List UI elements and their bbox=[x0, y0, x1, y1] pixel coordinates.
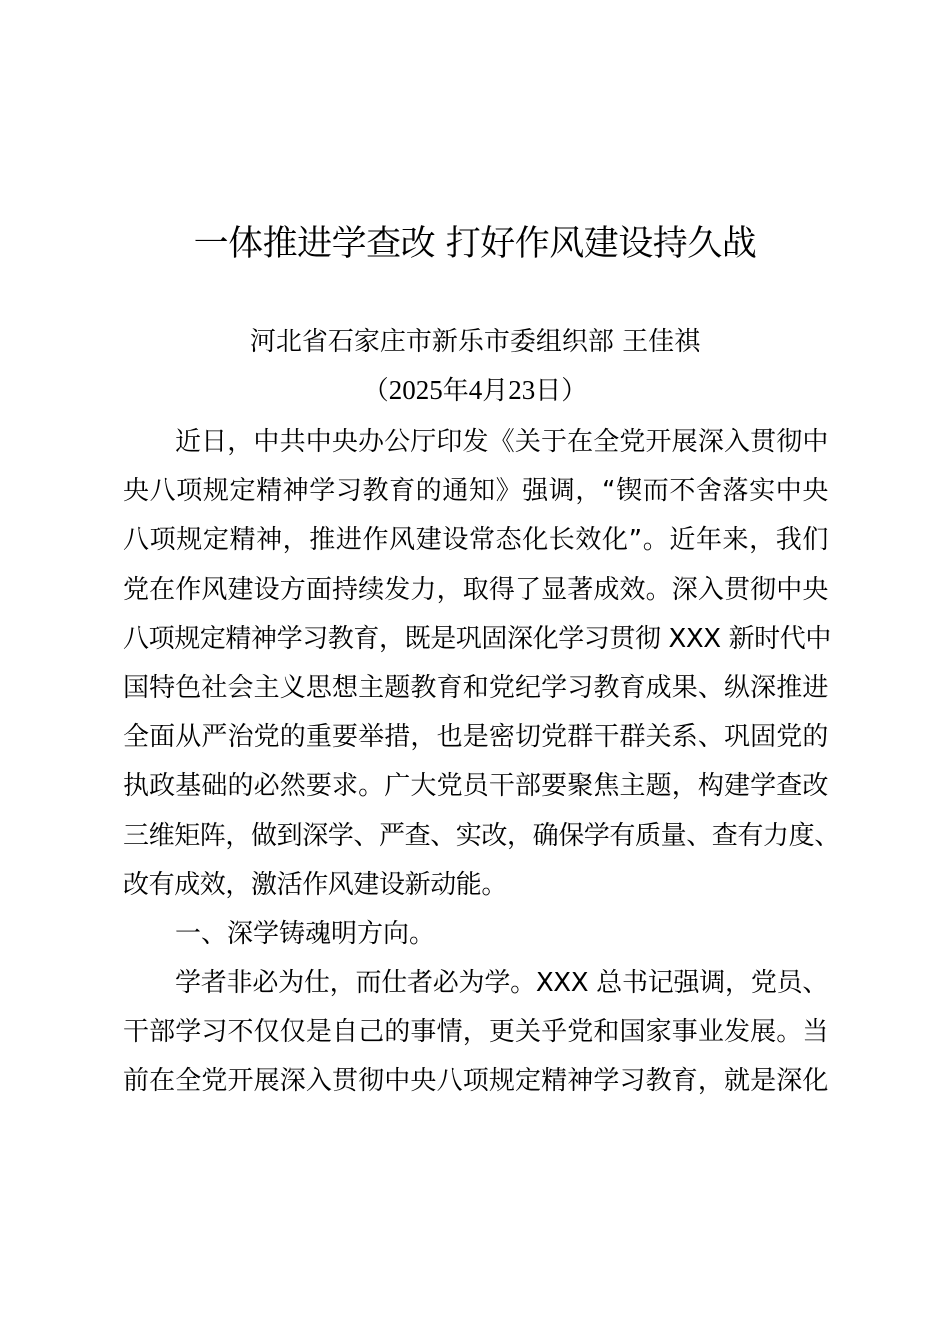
paragraph-section1 bbox=[123, 959, 828, 1107]
paragraph-line: 三维矩阵，做到深学、严查、实改，确保学有质量、查有力度、 bbox=[123, 820, 840, 851]
document-author: 河北省石家庄市新乐市委组织部 王佳祺 bbox=[249, 327, 701, 357]
section-heading: 一、深学铸魂明方向。 bbox=[175, 918, 436, 949]
date-month: 4 bbox=[468, 375, 483, 405]
paragraph-line: 全面从严治党的重要举措，也是密切党群干群关系、巩固党的 bbox=[123, 722, 828, 753]
paragraph-line: 学者非必为仕，而仕者必为学。XXX 总书记强调，党员、 bbox=[175, 968, 828, 999]
paragraph-line: 央八项规定精神学习教育的通知》强调，“锲而不舍落实中央 bbox=[123, 476, 828, 507]
date-year-unit: 年 bbox=[442, 376, 469, 406]
paragraph-line: 八项规定精神，推进作风建设常态化长效化”。近年来，我们 bbox=[123, 525, 828, 556]
paragraph-line: 前在全党开展深入贯彻中央八项规定精神学习教育，就是深化 bbox=[123, 1066, 828, 1097]
date-open-paren: （ bbox=[362, 376, 389, 406]
paragraph-line: 执政基础的必然要求。广大党员干部要聚焦主题，构建学查改 bbox=[123, 771, 828, 802]
document-body bbox=[123, 418, 840, 1107]
date-year: 2025 bbox=[388, 375, 443, 405]
paragraph-line: 国特色社会主义思想主题教育和党纪学习教育成果、纵深推进 bbox=[123, 672, 828, 703]
paragraph-intro bbox=[123, 418, 840, 910]
paragraph-line: 近日，中共中央办公厅印发《关于在全党开展深入贯彻中 bbox=[175, 427, 828, 457]
date-day: 23 bbox=[508, 375, 536, 405]
paragraph-line: 改有成效，激活作风建设新动能。 bbox=[123, 869, 508, 900]
date-day-unit: 日 bbox=[535, 376, 562, 406]
date-month-unit: 月 bbox=[482, 376, 509, 406]
document-title: 一体推进学查改 打好作风建设持久战 bbox=[193, 224, 757, 264]
document-date bbox=[0, 368, 950, 413]
paragraph-line: 八项规定精神学习教育，既是巩固深化学习贯彻 XXX 新时代中 bbox=[123, 623, 831, 654]
paragraph-line: 干部学习不仅仅是自己的事情，更关乎党和国家事业发展。当 bbox=[123, 1017, 828, 1048]
date-close-paren: ） bbox=[561, 376, 588, 406]
paragraph-line: 党在作风建设方面持续发力，取得了显著成效。深入贯彻中央 bbox=[123, 574, 828, 605]
